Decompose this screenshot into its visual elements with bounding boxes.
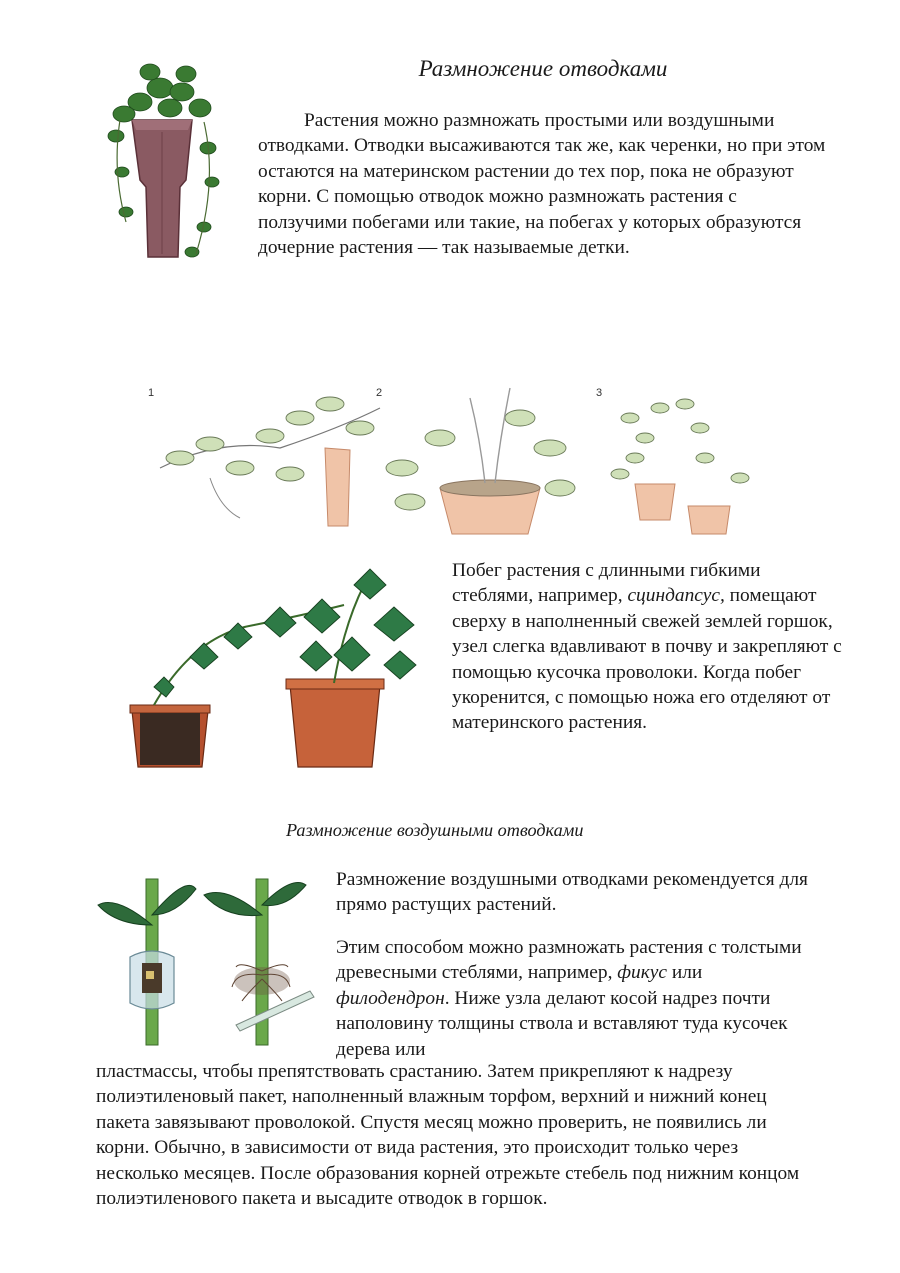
hanging-plant-illustration <box>100 62 230 262</box>
plant-name-scindapsus: сциндапсус, <box>627 585 725 607</box>
air-layering-heading: Размножение воздушными отводками <box>286 820 584 840</box>
simple-layering-text-before: Побег растения с длинными гибкими стеблями, например, <box>452 560 761 607</box>
air-layering-illustration <box>96 875 321 1050</box>
air-layering-method-before: Этим способом можно размножать растения с толстыми древесными стеблями, например, <box>336 937 802 984</box>
step-2-number: 2 <box>376 387 383 399</box>
plant-name-philodendron: филодендрон <box>336 987 445 1009</box>
simple-layering-illustration <box>104 565 434 775</box>
intro-paragraph: Растения можно размножать простыми или воздушными отводками. Отводки высаживаются так же, как черенки, но при этом остаются на материнском растении до тех пор, пока не образуют корни. С помощью отводок можно размножать растения с ползучими побегами или такие, на побегах у которых образуются дочерние растения — так называемые детки. <box>258 110 826 259</box>
plant-name-ficus: фикус <box>617 962 668 984</box>
air-layering-continuation: пластмассы, чтобы препятствовать срастанию. Затем прикрепляют к надрезу полиэтиленовый пакет, наполненный влажным торфом, верхний и нижний конец пакета завязывают проволокой. Спустя месяц можно проверить, не появились ли корни. Обычно, в зависимости от вида растения, это происходит только через несколько месяцев. После образования корней отрежьте стебель под нижним концом полиэтиленового пакета и высадите отводок в горшок. <box>96 1061 800 1210</box>
simple-layering-paragraph <box>452 558 842 736</box>
air-layering-recommendation: Размножение воздушными отводками рекомендуется для прямо растущих растений. <box>336 869 808 916</box>
simple-layering-text-after: помещают сверху в наполненный свежей землей горшок, узел слегка вдавливают в почву и закрепляют с помощью кусочка проволоки. Когда побег укоренится, с помощью ножа его отделяют от материнского растения. <box>452 585 842 734</box>
air-layering-method-after: . Ниже узла делают косой надрез почти наполовину толщины ствола и вставляют туда кусочек дерева или <box>336 987 788 1060</box>
step-1-number: 1 <box>148 387 155 399</box>
layering-steps-illustration <box>140 378 755 538</box>
step-3-number: 3 <box>596 387 603 399</box>
air-layering-method <box>336 935 806 1062</box>
conjunction-or: или <box>667 962 703 984</box>
page-title: Размножение отводками <box>418 56 668 81</box>
